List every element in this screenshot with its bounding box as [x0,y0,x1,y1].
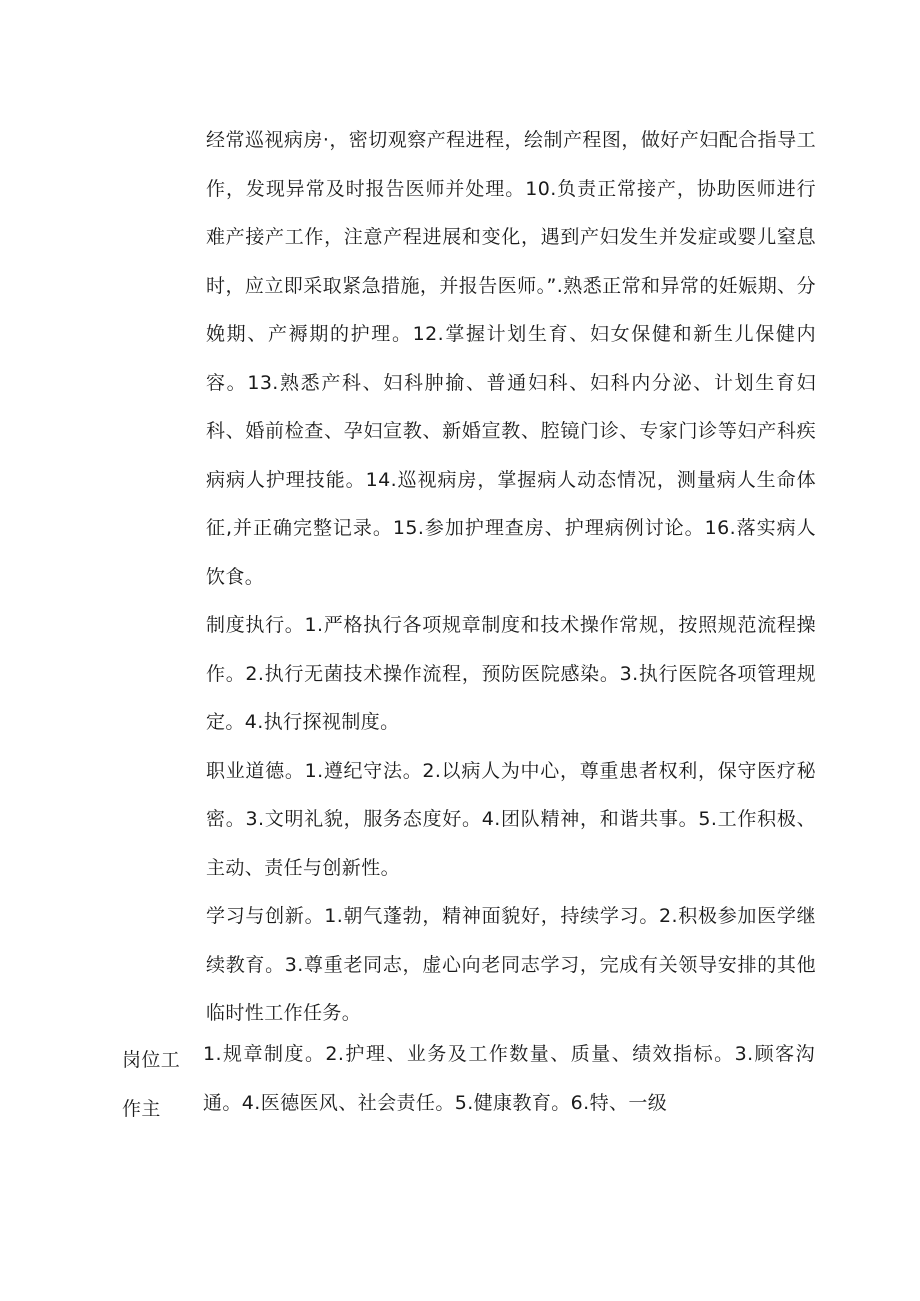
row-label-job-work: 岗位工作主 [122,1049,181,1120]
paragraph-learning-innovation: 学习与创新。1.朝气蓬勃，精神面貌好，持续学习。2.积极参加医学继续教育。3.尊重老同志，虚心向老同志学习，完成有关领导安排的其他临时性工作任务。 [206,905,816,1024]
row-content-evaluation: 1.规章制度。2.护理、业务及工作数量、质量、绩效指标。3.顾客沟通。4.医德医风、社会责任。5.健康教育。6.特、一级 [203,1043,815,1114]
paragraph-rule-execution: 制度执行。1.严格执行各项规章制度和技术操作常规，按照规范流程操作。2.执行无菌技术操作流程，预防医院感染。3.执行医院各项管理规定。4.执行探视制度。 [206,614,816,733]
paragraph-nursing-duties: 经常巡视病房·，密切观察产程进程，绘制产程图，做好产妇配合指导工作，发现异常及时报告医师并处理。10.负责正常接产，协助医师进行难产接产工作，注意产程进展和变化，遇到产妇发生并发症或婴儿窒息时，应立即采取紧急措施，并报告医师。”.熟悉正常和异常的妊娠期、分娩期、产褥期的护理。12.掌握计划生育、妇女保健和新生儿保健内容。13.熟悉产科、妇科肿揄、普通妇科、妇科内分泌、计划生育妇科、婚前检查、孕妇宣教、新婚宣教、腔镜门诊、专家门诊等妇产科疾病病人护理技能。14.巡视病房，掌握病人动态情况，测量病人生命体征,并正确完整记录。15.参加护理查房、护理病例讨论。16.落实病人饮食。 [206,129,816,588]
paragraph-professional-ethics: 职业道德。1.遵纪守法。2.以病人为中心，尊重患者权利，保守医疗秘密。3.文明礼貌，服务态度好。4.团队精神，和谐共事。5.工作积极、主动、责任与创新性。 [206,759,816,879]
duties-section [206,116,816,1038]
